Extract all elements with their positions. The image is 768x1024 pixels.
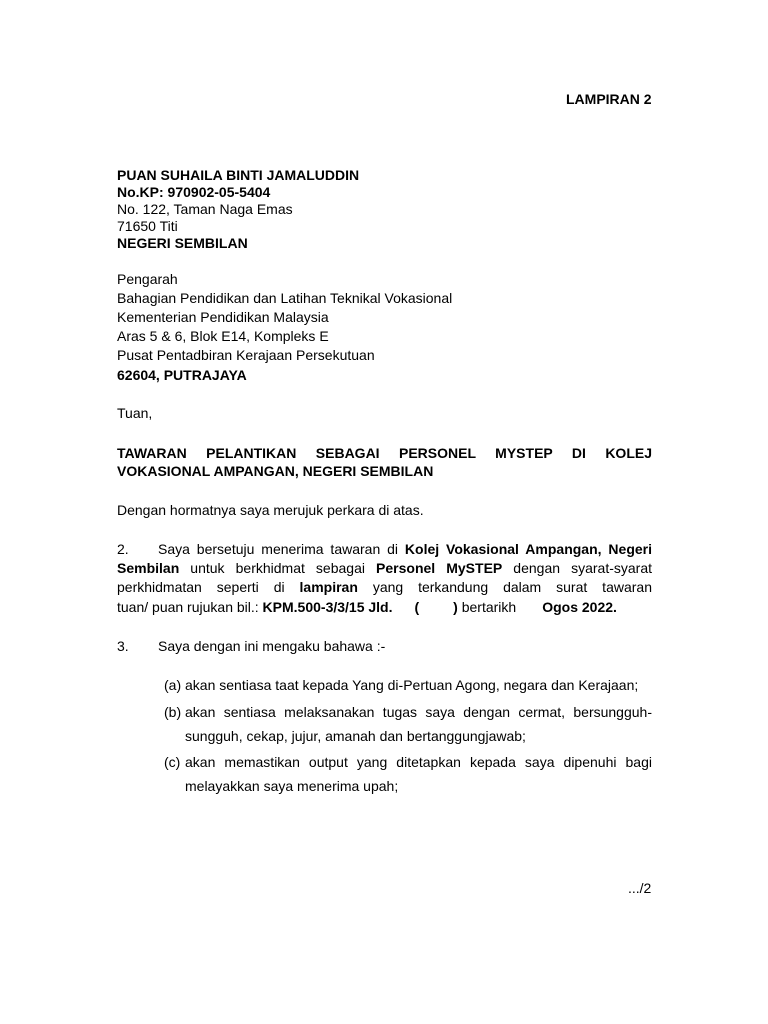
college-name-part-1: Kolej Vokasional Ampangan, Negeri — [404, 541, 652, 557]
sender-state: NEGERI SEMBILAN — [117, 235, 248, 251]
para2-text-1: Saya bersetuju menerima tawaran di — [158, 541, 405, 557]
position-name: Personel MySTEP — [376, 560, 503, 576]
item-a-label: (a) — [164, 677, 182, 693]
para2-text-3: dengan syarat-syarat — [502, 560, 652, 576]
para3-text: Saya dengan ini mengaku bahawa :- — [158, 638, 386, 654]
para2-text-2: untuk berkhidmat sebagai — [179, 560, 377, 576]
para2-text-5: yang terkandung dalam surat tawaran — [357, 579, 652, 595]
reference-number: KPM.500-3/3/15 Jld. — [262, 599, 393, 615]
attachment-text: LAMPIRAN 2 — [566, 91, 652, 107]
subject-line-2: VOKASIONAL AMPANGAN, NEGERI SEMBILAN — [117, 463, 434, 479]
recipient-city: 62604, PUTRAJAYA — [117, 367, 247, 383]
item-c-text: akan memastikan output yang ditetapkan kepada saya dipenuhi bagi melayakkan saya menerima upah; — [185, 754, 652, 794]
para2-line-3 — [117, 578, 652, 597]
college-name-part-2: Sembilan — [117, 560, 180, 576]
offer-date: Ogos 2022. — [542, 599, 617, 615]
recipient-line-3: Aras 5 & 6, Blok E14, Kompleks E — [117, 328, 329, 344]
item-b-text: akan sentiasa melaksanakan tugas saya dengan cermat, bersungguh-sungguh, cekap, jujur, amanah dan bertanggungjawab; — [185, 704, 652, 744]
open-paren: ( — [414, 599, 420, 615]
recipient-line-4: Pusat Pentadbiran Kerajaan Persekutuan — [117, 347, 375, 363]
para2-text-4: perkhidmatan seperti di — [117, 579, 300, 595]
close-paren: ) — [453, 599, 458, 615]
para2-text-7: bertarikh — [457, 599, 517, 615]
para2-text-6: tuan/ puan rujukan bil.: — [117, 599, 263, 615]
item-a-text: akan sentiasa taat kepada Yang di-Pertuan Agong, negara dan Kerajaan; — [185, 677, 639, 693]
intro-text: Dengan hormatnya saya merujuk perkara di atas. — [117, 502, 424, 518]
subject-line-1: TAWARAN PELANTIKAN SEBAGAI PERSONEL MYSTEP DI KOLEJ — [117, 445, 652, 461]
page-continuation: .../2 — [628, 880, 652, 896]
attachment-ref: lampiran — [299, 579, 358, 595]
recipient-line-2: Kementerian Pendidikan Malaysia — [117, 309, 329, 325]
attachment-label — [566, 91, 652, 107]
sender-address-1: No. 122, Taman Naga Emas — [117, 201, 293, 217]
sender-address-2: 71650 Titi — [117, 218, 178, 234]
sender-ic: No.KP: 970902-05-5404 — [117, 184, 271, 200]
para2-line-2 — [117, 559, 652, 578]
item-c-label: (c) — [164, 754, 181, 770]
recipient-title: Pengarah — [117, 271, 178, 287]
para3-number: 3. — [117, 638, 129, 654]
recipient-line-1: Bahagian Pendidikan dan Latihan Teknikal Vokasional — [117, 290, 453, 306]
para2-line-1 — [158, 540, 652, 559]
para2-line-4 — [117, 598, 617, 617]
para2-number: 2. — [117, 541, 129, 557]
salutation: Tuan, — [117, 405, 153, 421]
sender-name: PUAN SUHAILA BINTI JAMALUDDIN — [117, 167, 360, 183]
item-b-label: (b) — [164, 704, 182, 720]
